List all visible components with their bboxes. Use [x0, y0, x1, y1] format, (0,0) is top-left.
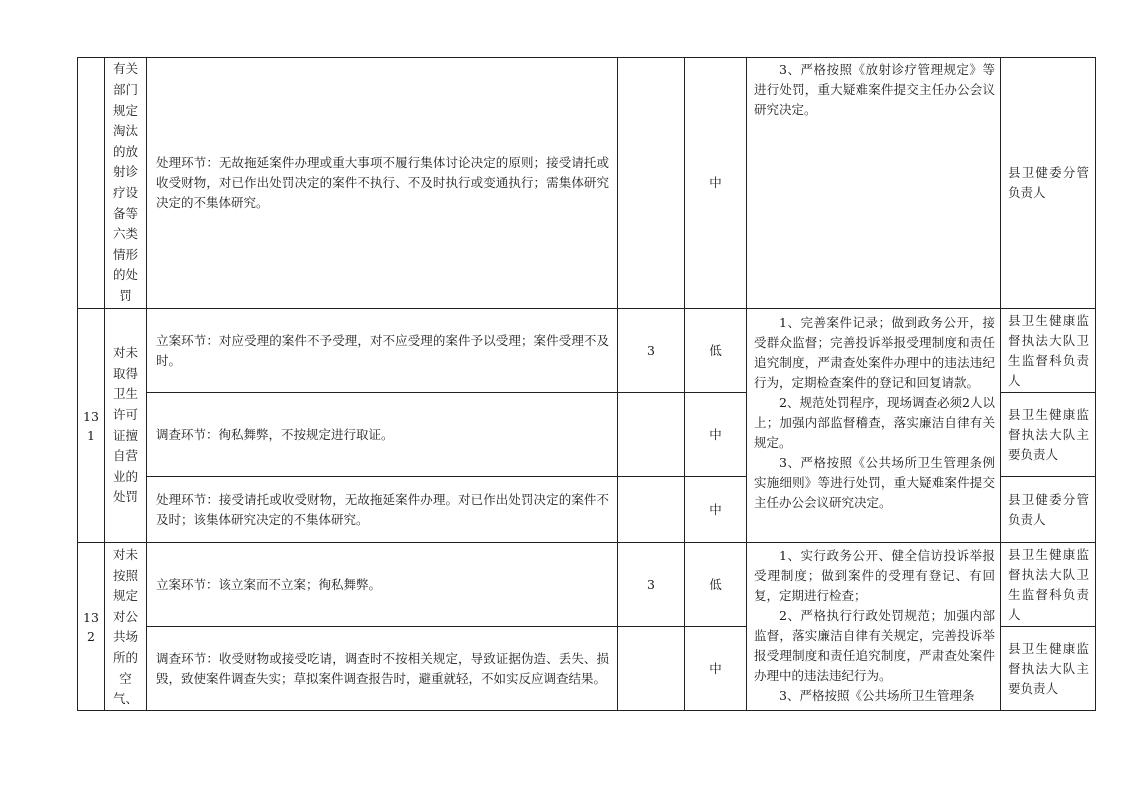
item-number: 132 [83, 609, 99, 644]
risk-link-cell [147, 477, 618, 543]
risk-score-cell [618, 627, 685, 711]
risk-score-cell [618, 543, 685, 627]
risk-link-text: 调查环节：徇私舞弊，不按规定进行取证。 [156, 426, 394, 442]
risk-level: 中 [709, 501, 722, 517]
risk-level-cell [685, 543, 747, 627]
item-name-cell [105, 309, 147, 543]
risk-level: 低 [709, 576, 722, 592]
item-number-cell [78, 543, 105, 711]
risk-table [77, 57, 1096, 711]
responsible-text: 县卫健委分管负责人 [1008, 165, 1089, 200]
risk-link-cell [147, 309, 618, 393]
table-row [78, 58, 1096, 309]
risk-score-cell [618, 58, 685, 309]
risk-score-cell [618, 309, 685, 393]
responsible-cell [1001, 543, 1096, 627]
risk-level: 中 [709, 175, 722, 190]
responsible-text: 县卫生健康监督执法大队主要负责人 [1008, 640, 1089, 696]
risk-level: 中 [709, 426, 722, 442]
item-name: 有关部门规定淘汰的放射诊疗设备等六类情形的处罚 [112, 61, 138, 303]
risk-level: 低 [709, 342, 722, 358]
item-name: 对未取得卫生许可证擅自营业的处罚 [112, 345, 138, 505]
risk-link-cell [147, 543, 618, 627]
item-number-cell [78, 58, 105, 309]
prevention-measures-cell [747, 309, 1001, 543]
responsible-cell [1001, 627, 1096, 711]
measure-text: 3、严格按照《放射诊疗管理规定》等进行处罚，重大疑难案件提交主任办公会议研究决定。 [754, 62, 995, 117]
risk-level-cell [685, 627, 747, 711]
responsible-text: 县卫生健康监督执法大队卫生监督科负责人 [1008, 312, 1089, 388]
risk-score-cell [618, 477, 685, 543]
risk-score: 3 [647, 576, 655, 592]
item-name-cell [105, 543, 147, 711]
responsible-cell [1001, 477, 1096, 543]
risk-level-cell [685, 477, 747, 543]
measure-text: 2、严格执行行政处罚规范；加强内部监督，落实廉洁自律有关规定，完善投诉举报受理制度和责任追究制度，严肃查处案件办理中的违法违纪行为。 [754, 608, 995, 683]
measure-text: 3、严格按照《公共场所卫生管理条 [779, 688, 975, 703]
item-number-cell [78, 309, 105, 543]
risk-link-cell [147, 58, 618, 309]
risk-link-text: 调查环节：收受财物或接受吃请，调查时不按相关规定，导致证据伪造、丢失、损毁，致使案件调查失实；草拟案件调查报告时，避重就轻，不如实反应调查结果。 [156, 650, 609, 686]
measure-text: 2、规范处罚程序，现场调查必须2人以上；加强内部监督稽查，落实廉洁自律有关规定。 [754, 395, 995, 450]
measure-text: 1、实行政务公开、健全信访投诉举报受理制度；做到案件的受理有登记、有回复，定期进行检查； [754, 548, 995, 603]
risk-level-cell [685, 58, 747, 309]
risk-level: 中 [709, 660, 722, 676]
table-row [78, 543, 1096, 627]
risk-level-cell [685, 393, 747, 477]
measure-text: 3、严格按照《公共场所卫生管理条例实施细则》等进行处罚，重大疑难案件提交主任办公会议研究决定。 [754, 455, 995, 510]
risk-score: 3 [647, 342, 655, 358]
risk-level-cell [685, 309, 747, 393]
responsible-text: 县卫健委分管负责人 [1008, 491, 1089, 527]
risk-link-cell [147, 393, 618, 477]
risk-link-text: 立案环节：该立案而不立案；徇私舞弊。 [156, 576, 382, 592]
item-number: 131 [83, 408, 99, 443]
item-name-cell [105, 58, 147, 309]
measure-text: 1、完善案件记录；做到政务公开，接受群众监督；完善投诉举报受理制度和责任追究制度，严肃查处案件办理中的违法违纪行为，定期检查案件的登记和回复请款。 [754, 315, 995, 390]
risk-score-cell [618, 393, 685, 477]
risk-link-text: 立案环节：对应受理的案件不予受理，对不应受理的案件予以受理；案件受理不及时。 [156, 332, 609, 368]
prevention-measures-cell [747, 543, 1001, 711]
item-name: 对未按照规定对公共场所的空气、 [112, 547, 138, 707]
risk-link-text: 处理环节：无故拖延案件办理或重大事项不履行集体讨论决定的原则；接受请托或收受财物，对已作出处罚决定的案件不执行、不及时执行或变通执行；需集体研究决定的不集体研究。 [156, 155, 609, 210]
prevention-measures-cell [747, 58, 1001, 309]
responsible-cell [1001, 393, 1096, 477]
responsible-cell [1001, 309, 1096, 393]
risk-link-text: 处理环节：接受请托或收受财物，无故拖延案件办理。对已作出处罚决定的案件不及时；该集体研究决定的不集体研究。 [156, 491, 609, 527]
table-row [78, 309, 1096, 393]
responsible-text: 县卫生健康监督执法大队主要负责人 [1008, 406, 1089, 462]
risk-link-cell [147, 627, 618, 711]
responsible-text: 县卫生健康监督执法大队卫生监督科负责人 [1008, 546, 1089, 622]
responsible-cell [1001, 58, 1096, 309]
